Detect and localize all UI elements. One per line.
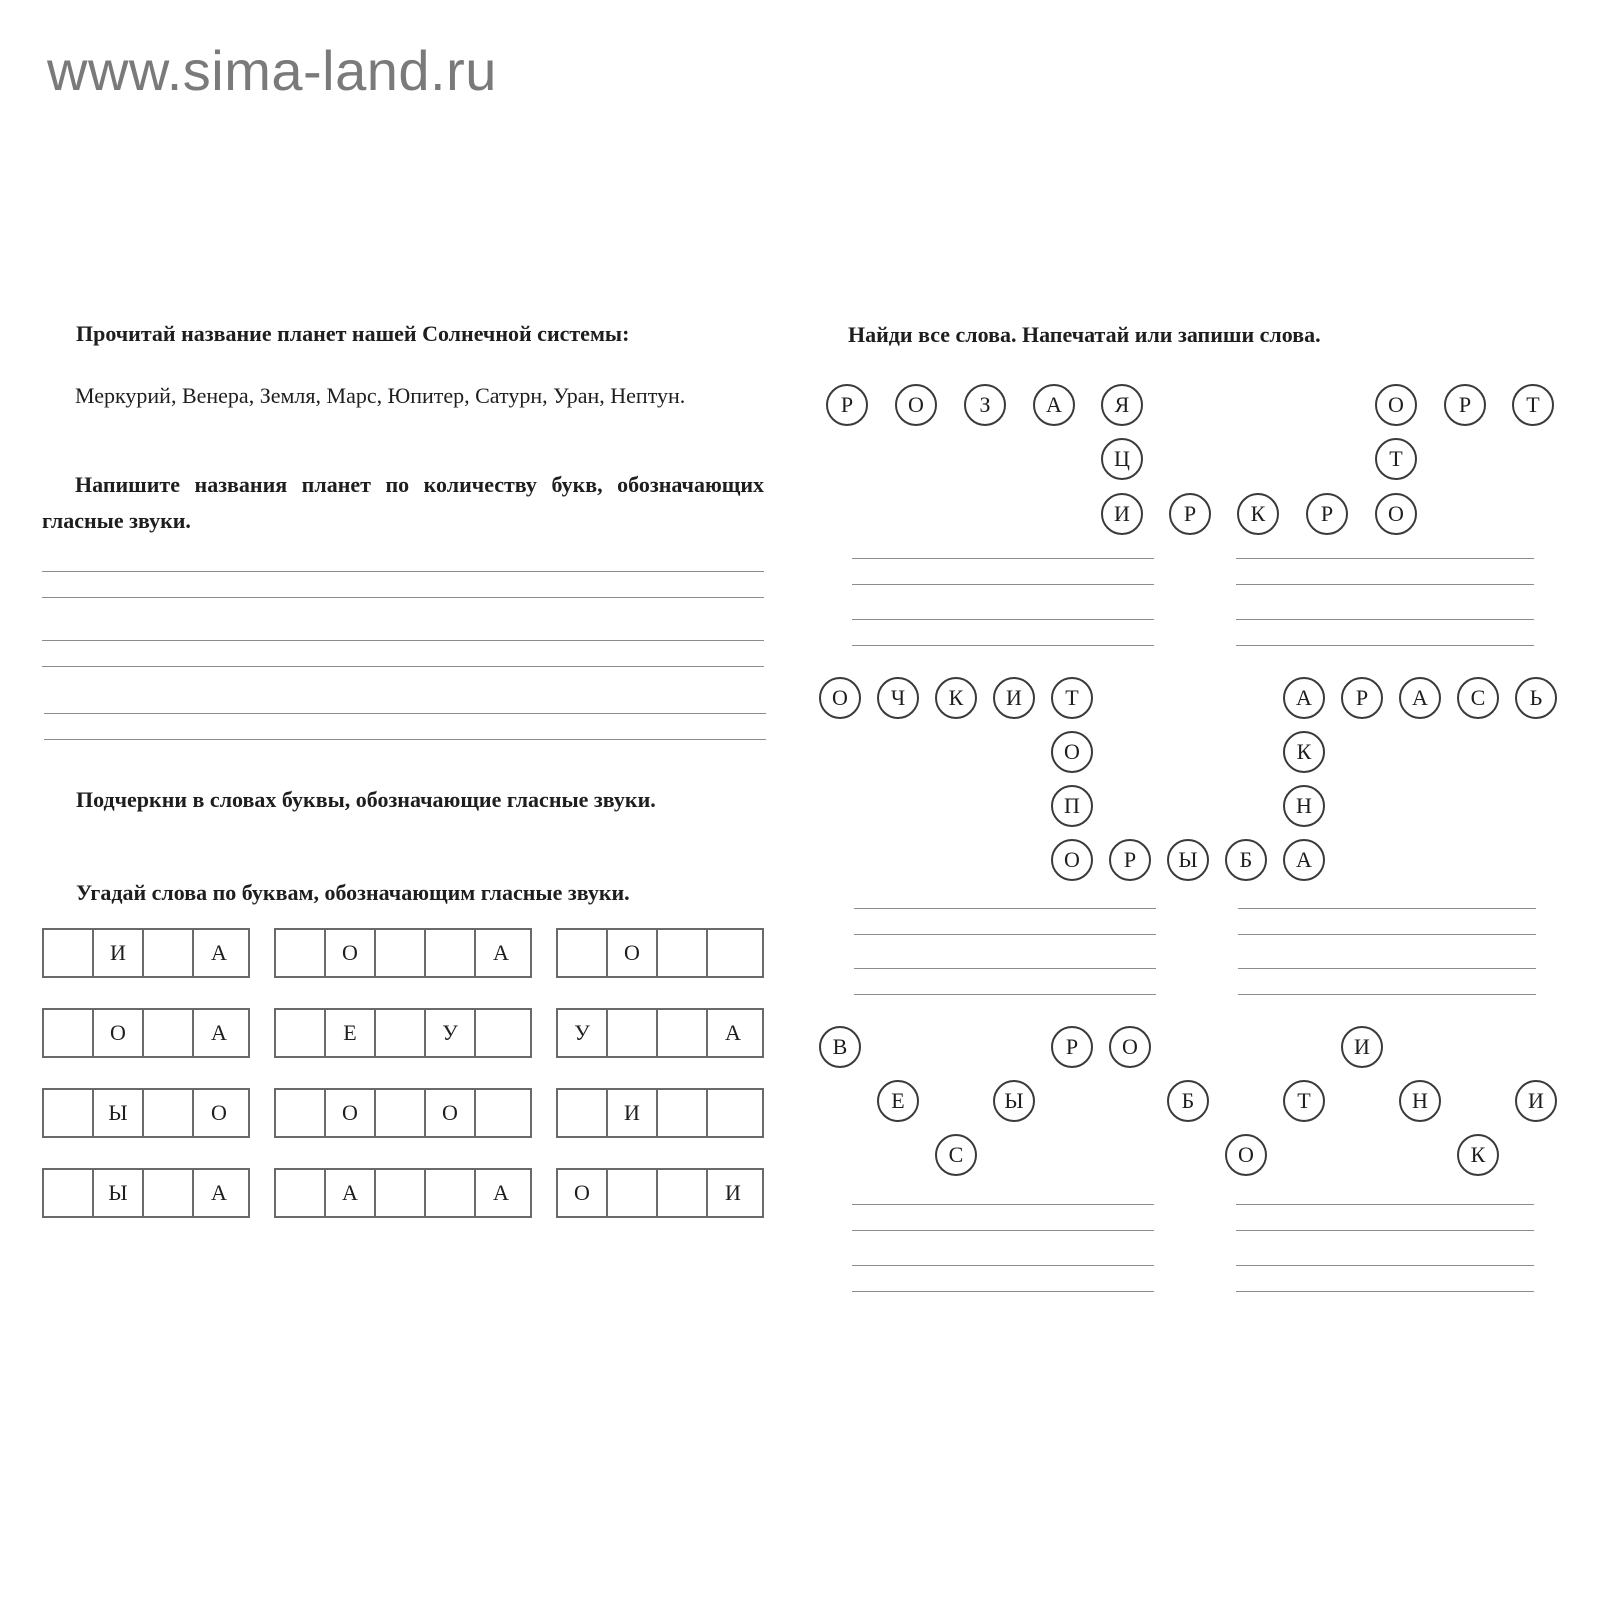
writing-line[interactable] <box>852 558 1154 559</box>
letter-cell[interactable] <box>608 1170 658 1216</box>
task3-title: Угадай слова по буквам, обозначающим гласные звуки. <box>76 880 630 905</box>
writing-line[interactable] <box>44 739 766 740</box>
writing-line[interactable] <box>854 934 1156 935</box>
letter-cell[interactable]: А <box>493 940 509 965</box>
letter-cell[interactable] <box>44 1010 94 1056</box>
letter-cell[interactable]: А <box>326 1170 376 1216</box>
letter-cell[interactable] <box>144 1170 194 1216</box>
letter-circle[interactable]: Б <box>1225 839 1267 881</box>
letter-circle[interactable]: О <box>1051 731 1093 773</box>
letter-circle[interactable]: Т <box>1512 384 1554 426</box>
letter-cell[interactable] <box>708 930 758 976</box>
letter-circle[interactable]: И <box>1101 493 1143 535</box>
letter-circle[interactable]: Т <box>1051 677 1093 719</box>
letter-circle[interactable]: И <box>993 677 1035 719</box>
letter-cell[interactable] <box>276 1170 326 1216</box>
letter-cell[interactable] <box>476 1010 526 1056</box>
letter-circle[interactable]: Н <box>1283 785 1325 827</box>
letter-circle[interactable]: О <box>1051 839 1093 881</box>
letter-circle[interactable]: В <box>819 1026 861 1068</box>
writing-line[interactable] <box>1238 994 1536 995</box>
writing-line[interactable] <box>852 619 1154 620</box>
writing-line[interactable] <box>1236 558 1534 559</box>
letter-circle[interactable]: К <box>1237 493 1279 535</box>
letter-circle[interactable]: Ы <box>1167 839 1209 881</box>
letter-circle[interactable]: П <box>1051 785 1093 827</box>
letter-cell[interactable]: А <box>211 1020 227 1045</box>
word-grid <box>556 1088 764 1138</box>
letter-cell[interactable] <box>144 1010 194 1056</box>
letter-cell[interactable]: О <box>326 930 376 976</box>
word-grid <box>42 1168 250 1218</box>
writing-line[interactable] <box>1236 1204 1534 1205</box>
letter-circle[interactable]: Р <box>1444 384 1486 426</box>
letter-circle[interactable]: О <box>1375 384 1417 426</box>
letter-cell[interactable] <box>608 1010 658 1056</box>
letter-circle[interactable]: Р <box>1109 839 1151 881</box>
task1-instruction: Напишите названия планет по количеству букв, обозначающих гласные звуки. <box>42 472 764 533</box>
writing-line[interactable] <box>1236 584 1534 585</box>
letter-cell[interactable] <box>658 1170 708 1216</box>
letter-cell[interactable] <box>44 1170 94 1216</box>
writing-line[interactable] <box>852 1265 1154 1266</box>
watermark: www.sima-land.ru <box>47 39 497 102</box>
writing-line[interactable] <box>42 571 764 572</box>
letter-cell[interactable] <box>144 1090 194 1136</box>
writing-line[interactable] <box>1236 1291 1534 1292</box>
letter-circle[interactable]: Ь <box>1515 677 1557 719</box>
letter-circle[interactable]: Я <box>1101 384 1143 426</box>
letter-circle[interactable]: З <box>964 384 1006 426</box>
letter-cell[interactable]: И <box>608 1090 658 1136</box>
letter-circle[interactable]: Т <box>1283 1080 1325 1122</box>
letter-cell[interactable]: О <box>326 1090 376 1136</box>
letter-cell[interactable]: О <box>211 1100 227 1125</box>
writing-line[interactable] <box>42 666 764 667</box>
letter-circle[interactable]: Р <box>1341 677 1383 719</box>
letter-cell[interactable]: Е <box>326 1010 376 1056</box>
letter-cell[interactable]: А <box>493 1180 509 1205</box>
letter-cell[interactable]: У <box>558 1010 608 1056</box>
letter-circle[interactable]: Р <box>826 384 868 426</box>
word-grid <box>42 928 250 978</box>
letter-cell[interactable] <box>658 930 708 976</box>
letter-cell[interactable] <box>426 1170 476 1216</box>
letter-circle[interactable]: С <box>935 1134 977 1176</box>
letter-circle[interactable]: О <box>1375 493 1417 535</box>
letter-circle[interactable]: К <box>935 677 977 719</box>
letter-cell[interactable] <box>376 1090 426 1136</box>
letter-circle[interactable]: Т <box>1375 438 1417 480</box>
writing-line[interactable] <box>852 584 1154 585</box>
letter-cell[interactable] <box>658 1090 708 1136</box>
letter-circle[interactable]: С <box>1457 677 1499 719</box>
letter-cell[interactable] <box>44 1090 94 1136</box>
word-grid <box>556 928 764 978</box>
writing-line[interactable] <box>1238 968 1536 969</box>
letter-cell[interactable]: И <box>94 930 144 976</box>
letter-circle[interactable]: А <box>1399 677 1441 719</box>
letter-circle[interactable]: Р <box>1306 493 1348 535</box>
writing-line[interactable] <box>44 713 766 714</box>
letter-cell[interactable] <box>708 1090 758 1136</box>
writing-line[interactable] <box>1236 1265 1534 1266</box>
writing-line[interactable] <box>42 640 764 641</box>
word-grid <box>274 928 532 978</box>
letter-cell[interactable]: А <box>211 940 227 965</box>
letter-cell[interactable]: А <box>725 1020 741 1045</box>
letter-cell[interactable] <box>376 930 426 976</box>
task1-title: Прочитай название планет нашей Солнечной системы: <box>76 321 630 346</box>
letter-cell[interactable] <box>426 930 476 976</box>
letter-cell[interactable]: О <box>94 1010 144 1056</box>
writing-line[interactable] <box>1236 645 1534 646</box>
letter-cell[interactable] <box>376 1010 426 1056</box>
letter-cell[interactable] <box>276 930 326 976</box>
writing-line[interactable] <box>854 994 1156 995</box>
writing-line[interactable] <box>1238 908 1536 909</box>
letter-circle[interactable]: О <box>1225 1134 1267 1176</box>
letter-cell[interactable]: О <box>558 1170 608 1216</box>
word-grid <box>556 1168 764 1218</box>
writing-line[interactable] <box>1236 619 1534 620</box>
letter-circle[interactable]: Ч <box>877 677 919 719</box>
writing-line[interactable] <box>1238 934 1536 935</box>
letter-circle[interactable]: К <box>1457 1134 1499 1176</box>
writing-line[interactable] <box>852 1204 1154 1205</box>
word-grid <box>274 1088 532 1138</box>
right-task-title: Найди все слова. Напечатай или запиши слова. <box>848 322 1321 347</box>
writing-line[interactable] <box>852 1291 1154 1292</box>
writing-line[interactable] <box>854 908 1156 909</box>
letter-cell[interactable]: Ы <box>94 1170 144 1216</box>
letter-circle[interactable]: Б <box>1167 1080 1209 1122</box>
letter-cell[interactable] <box>658 1010 708 1056</box>
letter-cell[interactable] <box>376 1170 426 1216</box>
writing-line[interactable] <box>852 645 1154 646</box>
letter-circle[interactable]: Е <box>877 1080 919 1122</box>
planets-text: Меркурий, Венера, Земля, Марс, Юпитер, Сатурн, Уран, Нептун. <box>75 383 686 408</box>
letter-circle[interactable]: К <box>1283 731 1325 773</box>
letter-cell[interactable]: О <box>608 930 658 976</box>
letter-cell[interactable] <box>558 1090 608 1136</box>
letter-cell[interactable]: О <box>426 1090 476 1136</box>
letter-cell[interactable]: А <box>211 1180 227 1205</box>
word-grid <box>42 1008 250 1058</box>
letter-cell[interactable] <box>144 930 194 976</box>
letter-cell[interactable]: У <box>426 1010 476 1056</box>
letter-cell[interactable] <box>44 930 94 976</box>
letter-circle[interactable]: Ы <box>993 1080 1035 1122</box>
letter-circle[interactable]: А <box>1033 384 1075 426</box>
letter-circle[interactable]: А <box>1283 839 1325 881</box>
letter-circle[interactable]: И <box>1515 1080 1557 1122</box>
task2-title: Подчеркни в словах буквы, обозначающие гласные звуки. <box>76 787 656 812</box>
writing-line[interactable] <box>1236 1230 1534 1231</box>
letter-circle[interactable]: Р <box>1051 1026 1093 1068</box>
letter-cell[interactable]: И <box>725 1180 741 1205</box>
writing-line[interactable] <box>42 597 764 598</box>
letter-cell[interactable] <box>558 930 608 976</box>
word-grid <box>274 1168 532 1218</box>
letter-cell[interactable] <box>276 1010 326 1056</box>
writing-line[interactable] <box>852 1230 1154 1231</box>
word-grid <box>274 1008 532 1058</box>
letter-circle[interactable]: Н <box>1399 1080 1441 1122</box>
letter-circle[interactable]: О <box>895 384 937 426</box>
letter-cell[interactable]: Ы <box>94 1090 144 1136</box>
writing-line[interactable] <box>854 968 1156 969</box>
letter-cell[interactable] <box>476 1090 526 1136</box>
word-grid <box>42 1088 250 1138</box>
letter-circle[interactable]: Р <box>1169 493 1211 535</box>
letter-circle[interactable]: Ц <box>1101 438 1143 480</box>
letter-cell[interactable] <box>276 1090 326 1136</box>
letter-circle[interactable]: А <box>1283 677 1325 719</box>
letter-circle[interactable]: И <box>1341 1026 1383 1068</box>
letter-circle[interactable]: О <box>1109 1026 1151 1068</box>
letter-circle[interactable]: О <box>819 677 861 719</box>
word-grid <box>556 1008 764 1058</box>
